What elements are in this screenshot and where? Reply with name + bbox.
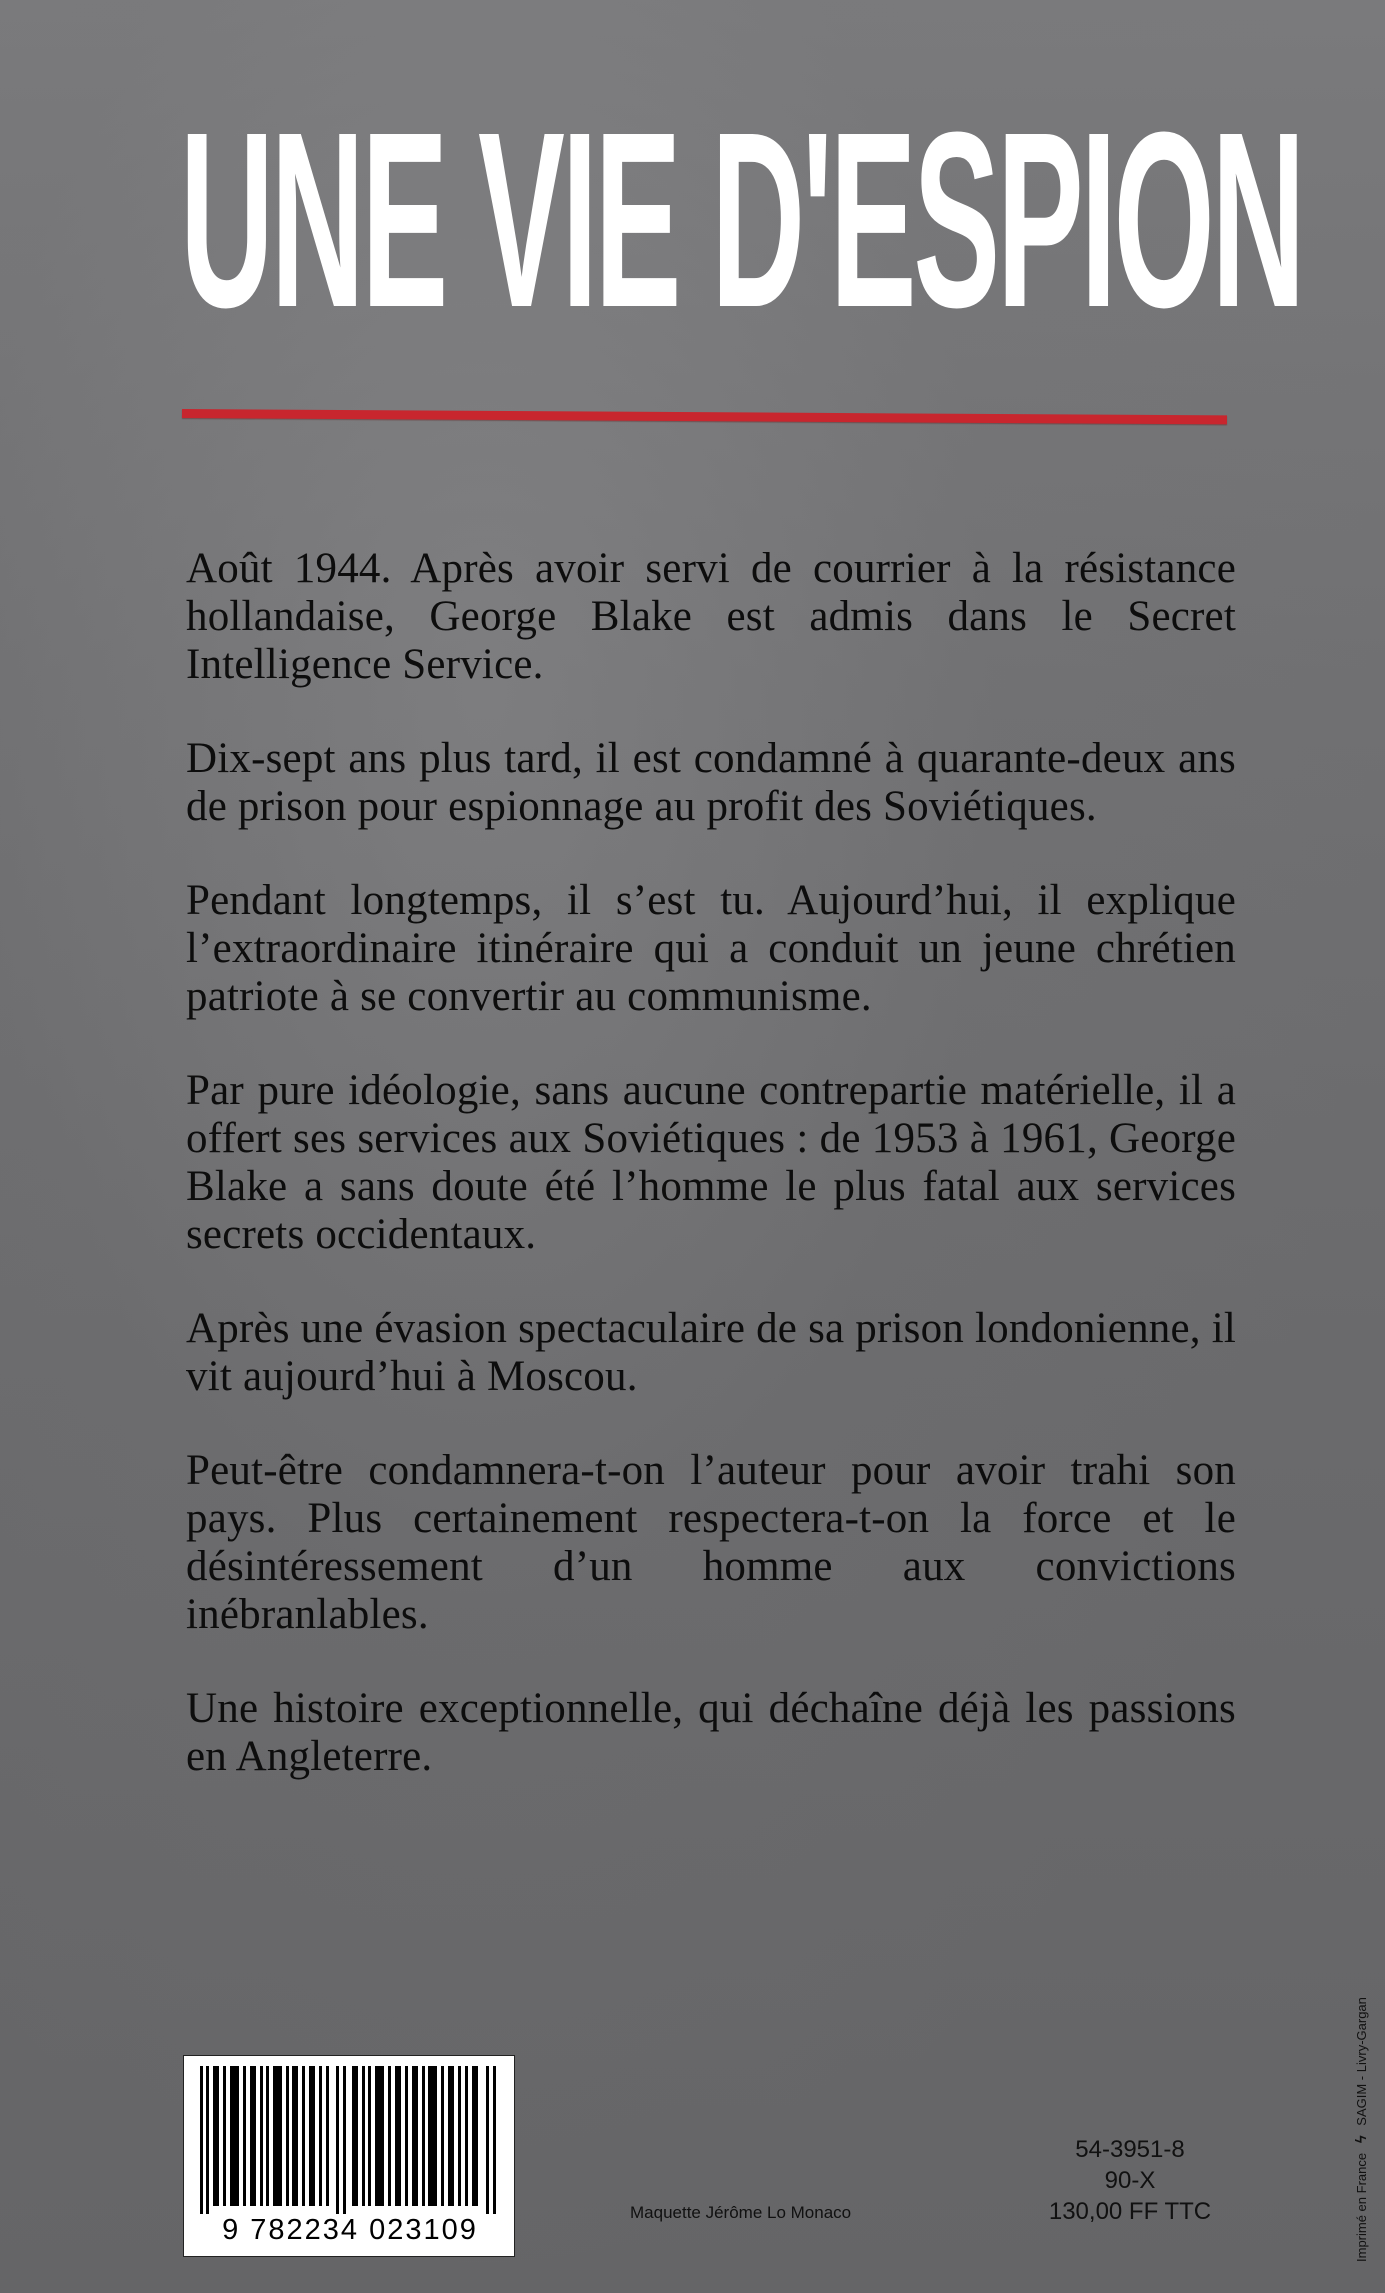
barcode-bars bbox=[196, 2066, 502, 2214]
blurb-paragraph-7: Une histoire exceptionnelle, qui déchaîne déjà les passions en Angleterre. bbox=[186, 1685, 1236, 1780]
red-divider-rule bbox=[182, 409, 1227, 424]
blurb-paragraph-2: Dix-sept ans plus tard, il est condamné à quarante-deux ans de prison pour espionnage au profit des Soviétiques. bbox=[186, 735, 1236, 830]
price-block bbox=[1030, 2134, 1230, 2227]
blurb-text bbox=[186, 545, 1236, 1827]
blurb-paragraph-4: Par pure idéologie, sans aucune contrepartie matérielle, il a offert ses services aux Soviétiques : de 1953 à 1961, George Blake a sans doute été l’homme le plus fatal aux services secrets occidentaux. bbox=[186, 1067, 1236, 1258]
isbn-digits: 9 782234 023109 bbox=[222, 2214, 478, 2246]
price-label: 130,00 FF TTC bbox=[1048, 2198, 1212, 2225]
maquette-credit: Maquette Jérôme Lo Monaco bbox=[630, 2203, 852, 2222]
blurb-paragraph-5: Après une évasion spectaculaire de sa prison londonienne, il vit aujourd’hui à Moscou. bbox=[186, 1305, 1236, 1400]
printer-name: SAGIM - Livry-Gargan bbox=[1354, 1997, 1369, 2126]
printer-credit bbox=[1353, 1997, 1370, 2262]
catalog-code: 54-3951-8 bbox=[1075, 2136, 1185, 2163]
isbn-barcode bbox=[183, 2055, 515, 2257]
blurb-paragraph-6: Peut-être condamnera-t-on l’auteur pour avoir trahi son pays. Plus certainement respectera-t-on la force et le désintéressement d’un homme aux convictions inébranlables. bbox=[186, 1447, 1236, 1638]
book-title: UNE VIE D'ESPION bbox=[180, 80, 1303, 359]
sagim-logo-icon: ϟ bbox=[1353, 2135, 1370, 2144]
blurb-paragraph-1: Août 1944. Après avoir servi de courrier à la résistance hollandaise, George Blake est admis dans le Secret Intelligence Service. bbox=[186, 545, 1236, 688]
blurb-paragraph-3: Pendant longtemps, il s’est tu. Aujourd’hui, il explique l’extraordinaire itinéraire qui a conduit un jeune chrétien patriote à se convertir au communisme. bbox=[186, 877, 1236, 1020]
printed-in-france: Imprimé en France bbox=[1354, 2152, 1369, 2262]
catalog-subcode: 90-X bbox=[1104, 2167, 1156, 2194]
